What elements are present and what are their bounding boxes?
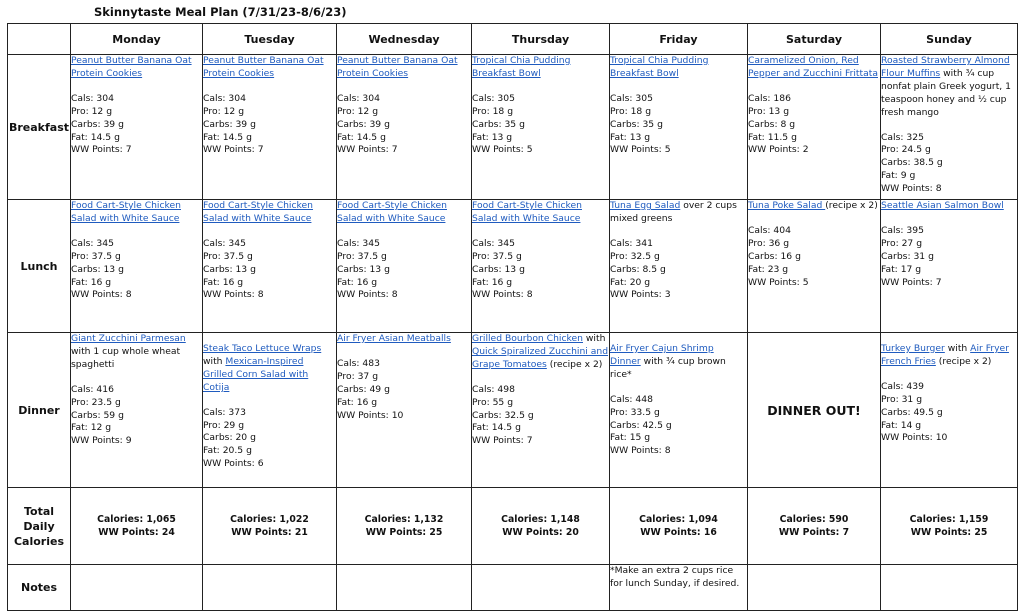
ww-points: WW Points: 8	[71, 289, 132, 301]
carbs: Carbs: 39 g	[337, 118, 390, 130]
recipe-link[interactable]: Peanut Butter Banana Oat Protein Cookies	[203, 55, 324, 79]
meal-note: with	[203, 355, 226, 367]
meal-cell	[610, 333, 748, 488]
ww-points: WW Points: 8	[472, 289, 533, 301]
meal-cell	[71, 333, 203, 488]
recipe-link[interactable]: Steak Taco Lettuce Wraps	[203, 343, 322, 354]
total-cell	[610, 488, 748, 565]
fat: Fat: 20.5 g	[203, 445, 252, 457]
meal-cell	[337, 55, 472, 200]
pro: Pro: 32.5 g	[610, 250, 660, 262]
ww-points: WW Points: 10	[337, 409, 404, 421]
recipe-link[interactable]: Tuna Egg Salad	[610, 200, 681, 211]
meal-cell	[748, 200, 881, 333]
ww-points: WW Points: 9	[71, 435, 132, 447]
total-calories: Calories: 590	[779, 514, 849, 525]
pro: Pro: 18 g	[610, 105, 652, 117]
fat: Fat: 16 g	[203, 276, 244, 288]
totals-label-line: Daily	[23, 519, 55, 533]
ww-points: WW Points: 7	[337, 144, 398, 156]
recipe-link[interactable]: Food Cart-Style Chicken Salad with White Sauce	[203, 200, 313, 224]
carbs: Carbs: 8 g	[748, 118, 796, 130]
meal-note: (recipe x 2)	[825, 200, 878, 211]
fat: Fat: 16 g	[71, 276, 112, 288]
recipe-link[interactable]: Grilled Bourbon Chicken	[472, 333, 583, 344]
note-cell: *Make an extra 2 cups rice for lunch Sunday, if desired.	[610, 565, 748, 611]
row-label-dinner: Dinner	[8, 333, 71, 488]
cals: Cals: 395	[881, 224, 924, 236]
note-cell	[748, 565, 881, 611]
pro: Pro: 12 g	[337, 105, 379, 117]
meal-cell	[748, 55, 881, 200]
pro: Pro: 23.5 g	[71, 396, 121, 408]
fat: Fat: 17 g	[881, 263, 922, 275]
note-cell	[472, 565, 610, 611]
cals: Cals: 186	[748, 92, 791, 104]
fat: Fat: 13 g	[610, 131, 651, 143]
ww-points: WW Points: 5	[748, 276, 809, 288]
note-cell	[337, 565, 472, 611]
meal-cell	[610, 55, 748, 200]
meal-cell	[71, 55, 203, 200]
carbs: Carbs: 39 g	[71, 118, 124, 130]
meal-cell	[203, 55, 337, 200]
recipe-link[interactable]: Food Cart-Style Chicken Salad with White Sauce	[71, 200, 181, 224]
carbs: Carbs: 38.5 g	[881, 157, 943, 169]
meal-cell	[472, 200, 610, 333]
fat: Fat: 11.5 g	[748, 131, 797, 143]
cals: Cals: 304	[337, 92, 380, 104]
carbs: Carbs: 42.5 g	[610, 419, 672, 431]
total-cell	[71, 488, 203, 565]
fat: Fat: 9 g	[881, 170, 916, 182]
day-header: Monday	[71, 24, 203, 55]
fat: Fat: 14.5 g	[71, 131, 120, 143]
pro: Pro: 37.5 g	[337, 250, 387, 262]
meal-plan-table	[7, 23, 1018, 611]
breakfast-row	[8, 55, 1018, 200]
meal-cell	[337, 200, 472, 333]
meal-note: with 1 cup whole wheat spaghetti	[71, 345, 181, 370]
ww-points: WW Points: 2	[748, 144, 809, 156]
recipe-link[interactable]: Giant Zucchini Parmesan	[71, 333, 186, 344]
carbs: Carbs: 16 g	[748, 250, 801, 262]
totals-label-line: Calories	[13, 534, 65, 548]
total-cell	[337, 488, 472, 565]
total-ww-points: WW Points: 24	[98, 527, 175, 538]
recipe-link[interactable]: Food Cart-Style Chicken Salad with White Sauce	[472, 200, 582, 224]
carbs: Carbs: 59 g	[71, 409, 124, 421]
total-ww-points: WW Points: 20	[502, 527, 579, 538]
fat: Fat: 14.5 g	[472, 422, 521, 434]
ww-points: WW Points: 6	[203, 458, 264, 470]
meal-cell	[337, 333, 472, 488]
carbs: Carbs: 39 g	[203, 118, 256, 130]
fat: Fat: 13 g	[472, 131, 513, 143]
cals: Cals: 483	[337, 357, 380, 369]
meal-cell	[203, 333, 337, 488]
carbs: Carbs: 32.5 g	[472, 409, 534, 421]
meal-note: (recipe x 2)	[935, 355, 992, 367]
cals: Cals: 404	[748, 224, 791, 236]
recipe-link[interactable]: Air Fryer Asian Meatballs	[337, 333, 451, 344]
total-calories: Calories: 1,022	[230, 514, 309, 525]
header-row	[8, 24, 1018, 55]
carbs: Carbs: 49 g	[337, 383, 390, 395]
recipe-link[interactable]: Caramelized Onion, Red Pepper and Zucchini Frittata	[748, 55, 878, 79]
meal-note: with ¾ cup nonfat plain Greek yogurt, 1 teaspoon honey and ½ cup fresh mango	[881, 67, 1011, 118]
recipe-link[interactable]: Air Fryer Cajun Shrimp Dinner	[610, 343, 714, 367]
meal-note: with ¾ cup brown rice*	[610, 355, 726, 380]
row-label-breakfast: Breakfast	[8, 55, 71, 200]
recipe-link[interactable]: Seattle Asian Salmon Bowl	[881, 200, 1004, 211]
pro: Pro: 24.5 g	[881, 144, 931, 156]
fat: Fat: 23 g	[748, 263, 789, 275]
cals: Cals: 345	[472, 237, 515, 249]
row-label-totals	[8, 488, 71, 565]
carbs: Carbs: 13 g	[472, 263, 525, 275]
fat: Fat: 15 g	[610, 432, 651, 444]
fat: Fat: 16 g	[472, 276, 513, 288]
day-header: Wednesday	[337, 24, 472, 55]
fat: Fat: 16 g	[337, 396, 378, 408]
recipe-link[interactable]: Tropical Chia Pudding Breakfast Bowl	[472, 55, 571, 79]
pro: Pro: 33.5 g	[610, 406, 660, 418]
day-header: Sunday	[881, 24, 1018, 55]
meal-cell	[203, 200, 337, 333]
pro: Pro: 12 g	[203, 105, 245, 117]
pro: Pro: 37 g	[337, 370, 379, 382]
total-calories: Calories: 1,148	[501, 514, 580, 525]
carbs: Carbs: 13 g	[71, 263, 124, 275]
recipe-link[interactable]: Roasted Strawberry Almond Flour Muffins	[881, 55, 1010, 79]
lunch-row	[8, 200, 1018, 333]
day-header: Thursday	[472, 24, 610, 55]
cals: Cals: 304	[203, 92, 246, 104]
pro: Pro: 27 g	[881, 237, 923, 249]
row-label-notes: Notes	[8, 565, 71, 611]
pro: Pro: 37.5 g	[71, 250, 121, 262]
total-ww-points: WW Points: 25	[910, 527, 988, 538]
side-recipe-link[interactable]: Mexican-Inspired Grilled Corn Salad with Cotija	[203, 355, 309, 393]
corner-cell	[8, 24, 71, 55]
cals: Cals: 448	[610, 393, 653, 405]
note-cell	[71, 565, 203, 611]
meal-cell	[610, 200, 748, 333]
pro: Pro: 55 g	[472, 396, 514, 408]
total-ww-points: WW Points: 25	[365, 527, 443, 538]
pro: Pro: 31 g	[881, 393, 923, 405]
pro: Pro: 37.5 g	[203, 250, 253, 262]
side-recipe-link[interactable]: Quick Spiralized Zucchini and Grape Tomatoes	[472, 345, 609, 370]
meal-note: over 2 cups mixed greens	[610, 200, 737, 224]
carbs: Carbs: 8.5 g	[610, 263, 666, 275]
recipe-link[interactable]: Peanut Butter Banana Oat Protein Cookies	[337, 55, 458, 79]
pro: Pro: 36 g	[748, 237, 790, 249]
total-calories: Calories: 1,132	[364, 514, 444, 525]
meal-cell	[472, 55, 610, 200]
total-ww-points: WW Points: 16	[640, 527, 717, 538]
fat: Fat: 20 g	[610, 276, 651, 288]
pro: Pro: 12 g	[71, 105, 113, 117]
note-cell	[203, 565, 337, 611]
meal-cell	[881, 55, 1018, 200]
recipe-link[interactable]: Tuna Poke Salad	[748, 200, 826, 211]
meal-note: (recipe x 2)	[546, 358, 603, 370]
meal-cell	[71, 200, 203, 333]
meal-note: with	[583, 333, 606, 344]
total-cell	[748, 488, 881, 565]
cals: Cals: 345	[71, 237, 114, 249]
ww-points: WW Points: 7	[472, 435, 533, 447]
meal-cell	[472, 333, 610, 488]
recipe-link[interactable]: Tropical Chia Pudding Breakfast Bowl	[610, 55, 709, 79]
cals: Cals: 345	[337, 237, 380, 249]
cals: Cals: 325	[881, 131, 924, 143]
cals: Cals: 373	[203, 406, 246, 418]
notes-row	[8, 565, 1018, 611]
ww-points: WW Points: 7	[71, 144, 132, 156]
fat: Fat: 14.5 g	[203, 131, 252, 143]
carbs: Carbs: 13 g	[337, 263, 390, 275]
fat: Fat: 16 g	[337, 276, 378, 288]
day-header: Tuesday	[203, 24, 337, 55]
ww-points: WW Points: 5	[472, 144, 533, 156]
dinner-out-label: DINNER OUT!	[748, 333, 881, 488]
cals: Cals: 341	[610, 237, 653, 249]
total-calories: Calories: 1,065	[97, 514, 176, 525]
fat: Fat: 14.5 g	[337, 131, 386, 143]
ww-points: WW Points: 5	[610, 144, 671, 156]
day-header: Saturday	[748, 24, 881, 55]
ww-points: WW Points: 8	[610, 445, 671, 457]
recipe-link[interactable]: Peanut Butter Banana Oat Protein Cookies	[71, 55, 192, 79]
carbs: Carbs: 49.5 g	[881, 406, 943, 418]
cals: Cals: 305	[472, 92, 515, 104]
pro: Pro: 37.5 g	[472, 250, 522, 262]
ww-points: WW Points: 7	[881, 276, 942, 288]
carbs: Carbs: 20 g	[203, 432, 256, 444]
carbs: Carbs: 35 g	[610, 118, 663, 130]
side-recipe-link[interactable]: Air Fryer French Fries	[881, 343, 1009, 367]
pro: Pro: 18 g	[472, 105, 514, 117]
ww-points: WW Points: 8	[203, 289, 264, 301]
ww-points: WW Points: 8	[337, 289, 398, 301]
note-cell	[881, 565, 1018, 611]
page-title: Skinnytaste Meal Plan (7/31/23-8/6/23)	[94, 5, 347, 19]
total-calories: Calories: 1,094	[639, 514, 718, 525]
pro: Pro: 13 g	[748, 105, 790, 117]
carbs: Carbs: 31 g	[881, 250, 934, 262]
ww-points: WW Points: 7	[203, 144, 264, 156]
cals: Cals: 439	[881, 380, 924, 392]
day-header: Friday	[610, 24, 748, 55]
total-ww-points: WW Points: 7	[778, 527, 850, 538]
cals: Cals: 345	[203, 237, 246, 249]
recipe-link[interactable]: Food Cart-Style Chicken Salad with White Sauce	[337, 200, 447, 224]
carbs: Carbs: 35 g	[472, 118, 525, 130]
ww-points: WW Points: 10	[881, 432, 948, 444]
dinner-row	[8, 333, 1018, 488]
carbs: Carbs: 13 g	[203, 263, 256, 275]
cals: Cals: 416	[71, 383, 114, 395]
ww-points: WW Points: 3	[610, 289, 671, 301]
cals: Cals: 305	[610, 92, 653, 104]
total-calories: Calories: 1,159	[909, 514, 989, 525]
ww-points: WW Points: 8	[881, 183, 942, 195]
row-label-lunch: Lunch	[8, 200, 71, 333]
fat: Fat: 12 g	[71, 422, 112, 434]
meal-note: with	[944, 343, 971, 354]
meal-cell	[881, 200, 1018, 333]
cals: Cals: 304	[71, 92, 114, 104]
totals-label-line: Total	[23, 504, 55, 518]
cals: Cals: 498	[472, 383, 515, 395]
pro: Pro: 29 g	[203, 419, 245, 431]
recipe-link[interactable]: Turkey Burger	[881, 343, 945, 354]
total-cell	[472, 488, 610, 565]
total-ww-points: WW Points: 21	[231, 527, 308, 538]
total-cell	[881, 488, 1018, 565]
meal-cell	[881, 333, 1018, 488]
total-cell	[203, 488, 337, 565]
fat: Fat: 14 g	[881, 419, 922, 431]
totals-row	[8, 488, 1018, 565]
